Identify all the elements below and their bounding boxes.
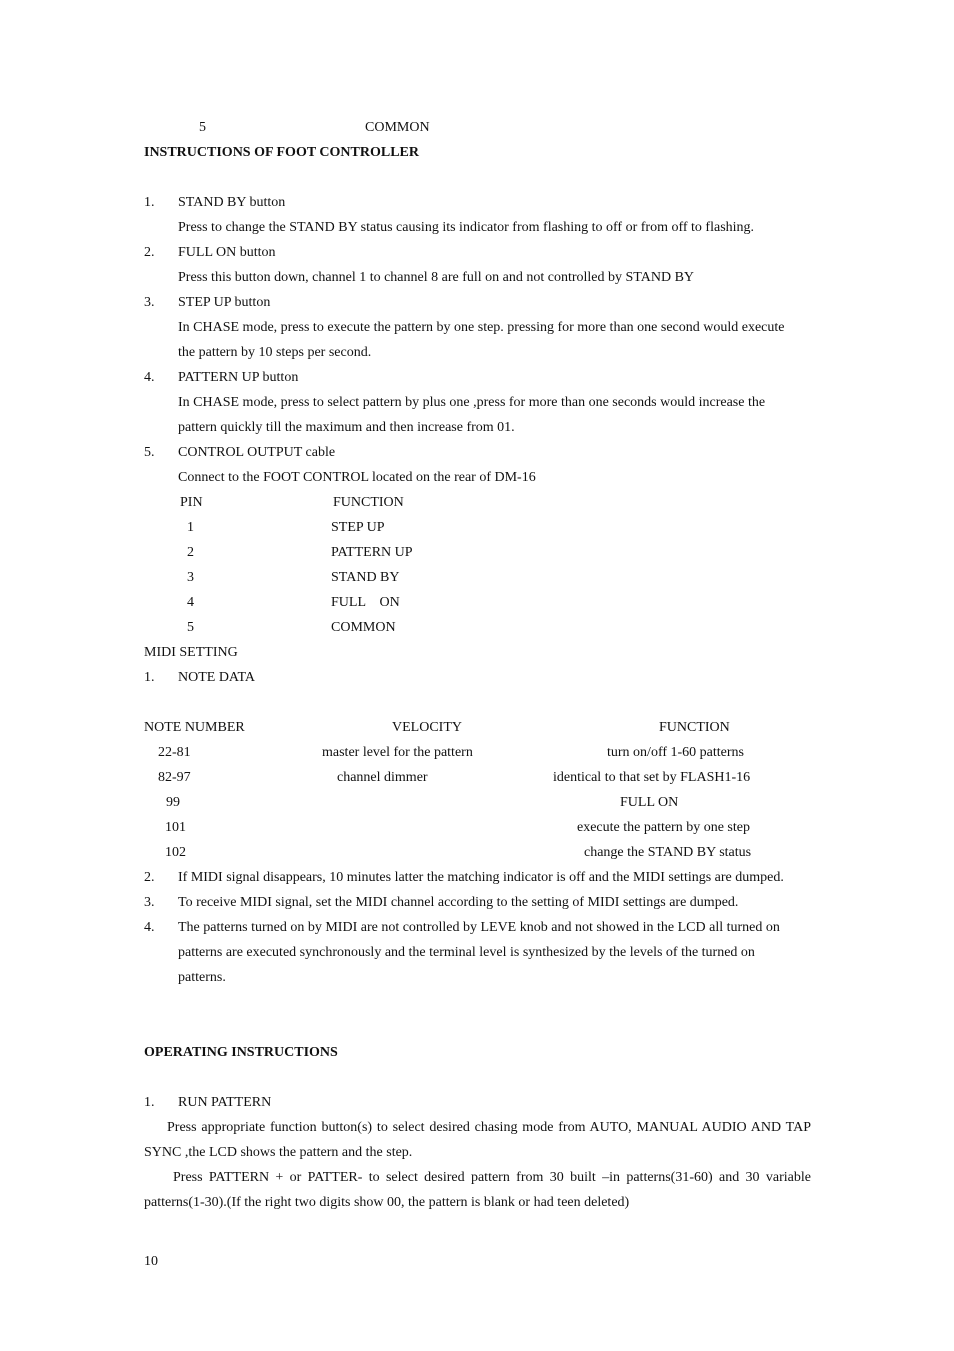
midi-item-text: The patterns turned on by MIDI are not controlled by LEVE knob and not showed in the LCD all turned on: [178, 920, 780, 935]
note-number: 22-81: [158, 745, 191, 760]
item-description-cont: pattern quickly till the maximum and then increase from 01.: [178, 420, 515, 435]
paragraph-line: Press PATTERN + or PATTER- to select desired pattern from 30 built –in patterns(31-60) and 30 variable: [173, 1170, 811, 1185]
note-number: 102: [165, 845, 186, 860]
item-title: FULL ON button: [178, 245, 276, 260]
paragraph-line: patterns(1-30).(If the right two digits show 00, the pattern is blank or had teen deleted): [144, 1195, 630, 1210]
pin-number: 1: [187, 520, 194, 535]
item-title: RUN PATTERN: [178, 1095, 272, 1110]
paragraph-line: Press appropriate function button(s) to select desired chasing mode from AUTO, MANUAL AUDIO AND TAP: [167, 1120, 811, 1135]
list-number: 2.: [144, 245, 155, 260]
midi-item-text-cont: patterns.: [178, 970, 226, 985]
pin-function: FULL ON: [331, 595, 400, 610]
foot-controller-heading: INSTRUCTIONS OF FOOT CONTROLLER: [144, 145, 419, 160]
list-number: 5.: [144, 445, 155, 460]
pin-table-header-pin: PIN: [180, 495, 203, 510]
item-title: PATTERN UP button: [178, 370, 299, 385]
item-description: Connect to the FOOT CONTROL located on the rear of DM-16: [178, 470, 536, 485]
midi-item-text: To receive MIDI signal, set the MIDI channel according to the setting of MIDI settings are dumped.: [178, 895, 739, 910]
note-function: FULL ON: [620, 795, 679, 810]
note-number: 82-97: [158, 770, 191, 785]
list-number: 1.: [144, 195, 155, 210]
item-description: In CHASE mode, press to execute the pattern by one step. pressing for more than one second would execute: [178, 320, 785, 335]
list-number: 3.: [144, 895, 155, 910]
note-function: execute the pattern by one step: [577, 820, 750, 835]
note-number: 99: [166, 795, 180, 810]
pin-function: PATTERN UP: [331, 545, 413, 560]
page-number: 10: [144, 1254, 158, 1269]
pin-function: STAND BY: [331, 570, 400, 585]
midi-item-text: If MIDI signal disappears, 10 minutes latter the matching indicator is off and the MIDI settings are dumped.: [178, 870, 784, 885]
item-title: STEP UP button: [178, 295, 271, 310]
list-number: 3.: [144, 295, 155, 310]
item-title: NOTE DATA: [178, 670, 256, 685]
top-row-number: 5: [199, 120, 206, 135]
note-number: 101: [165, 820, 186, 835]
pin-table-header-function: FUNCTION: [333, 495, 404, 510]
note-velocity: master level for the pattern: [322, 745, 473, 760]
note-function: change the STAND BY status: [584, 845, 752, 860]
item-description: In CHASE mode, press to select pattern by plus one ,press for more than one seconds would increase the: [178, 395, 766, 410]
paragraph-line: SYNC ,the LCD shows the pattern and the step.: [144, 1145, 413, 1160]
list-number: 4.: [144, 370, 155, 385]
list-number: 4.: [144, 920, 155, 935]
note-function: turn on/off 1-60 patterns: [607, 745, 744, 760]
midi-item-text-cont: patterns are executed synchronously and the terminal level is synthesized by the levels of the turned on: [178, 945, 755, 960]
note-function: identical to that set by FLASH1-16: [553, 770, 751, 785]
note-table-header-velocity: VELOCITY: [392, 720, 462, 735]
item-description-cont: the pattern by 10 steps per second.: [178, 345, 372, 360]
top-row-label: COMMON: [365, 120, 430, 135]
note-velocity: channel dimmer: [337, 770, 428, 785]
pin-number: 2: [187, 545, 194, 560]
pin-function: COMMON: [331, 620, 396, 635]
note-table-header-function: FUNCTION: [659, 720, 730, 735]
item-description: Press to change the STAND BY status causing its indicator from flashing to off or from off to flashing.: [178, 220, 755, 235]
pin-number: 5: [187, 620, 194, 635]
note-table-header-note: NOTE NUMBER: [144, 720, 245, 735]
list-number: 1.: [144, 670, 155, 685]
item-description: Press this button down, channel 1 to channel 8 are full on and not controlled by STAND BY: [178, 270, 695, 285]
midi-heading: MIDI SETTING: [144, 645, 238, 660]
pin-number: 3: [187, 570, 194, 585]
operating-heading: OPERATING INSTRUCTIONS: [144, 1045, 338, 1060]
list-number: 1.: [144, 1095, 155, 1110]
list-number: 2.: [144, 870, 155, 885]
item-title: STAND BY button: [178, 195, 286, 210]
item-title: CONTROL OUTPUT cable: [178, 445, 336, 460]
pin-number: 4: [187, 595, 194, 610]
pin-function: STEP UP: [331, 520, 385, 535]
